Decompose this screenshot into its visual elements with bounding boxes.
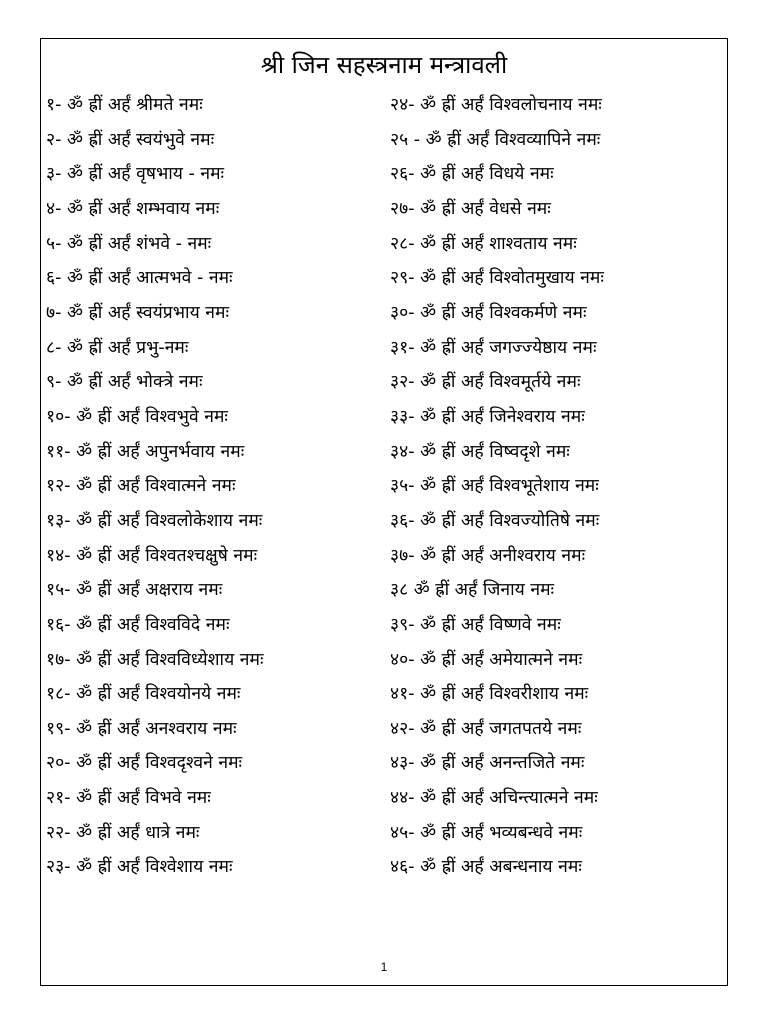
mantra-item: २५ - ॐ ह्रीं अर्हं विश्वव्यापिने नमः: [390, 129, 601, 150]
mantra-item: १५- ॐ ह्रीं अर्हं अक्षराय नमः: [46, 580, 223, 601]
mantra-item: ३४- ॐ ह्रीं अर्हं विष्वदृशे नमः: [390, 441, 570, 462]
mantra-item: ३३- ॐ ह्रीं अर्हं जिनेश्वराय नमः: [390, 406, 585, 427]
mantra-item: २९- ॐ ह्रीं अर्हं विश्वोतमुखाय नमः: [390, 268, 604, 289]
page-number: 1: [380, 960, 388, 974]
mantra-item: ४- ॐ ह्रीं अर्हं शम्भवाय नमः: [46, 198, 220, 219]
mantra-item: १०- ॐ ह्रीं अर्हं विश्वभुवे नमः: [46, 406, 228, 427]
mantra-item: २१- ॐ ह्रीं अर्हं विभवे नमः: [46, 788, 211, 809]
page-title: श्री जिन सहस्त्रनाम मन्त्रावली: [260, 51, 508, 79]
mantra-item: १- ॐ ह्रीं अर्हं श्रीमते नमः: [46, 95, 203, 115]
mantra-item: ४०- ॐ ह्रीं अर्हं अमेयात्मने नमः: [390, 649, 583, 670]
mantra-item: ३२- ॐ ह्रीं अर्हं विश्वमूर्तये नमः: [390, 372, 581, 393]
mantra-item: २०- ॐ ह्रीं अर्हं विश्वदृश्वने नमः: [46, 753, 243, 774]
mantra-item: १७- ॐ ह्रीं अर्हं विश्वविध्येशाय नमः: [46, 649, 264, 670]
mantra-item: २२- ॐ ह्रीं अर्हं धात्रे नमः: [46, 822, 200, 843]
mantra-item: १९- ॐ ह्रीं अर्हं अनश्वराय नमः: [46, 718, 237, 739]
mantra-item: ६- ॐ ह्रीं अर्हं आत्मभवे - नमः: [46, 268, 233, 289]
mantra-item: ४५- ॐ ह्रीं अर्हं भव्यबन्धवे नमः: [390, 822, 583, 843]
mantra-item: २४- ॐ ह्रीं अर्हं विश्वलोचनाय नमः: [390, 95, 602, 115]
mantra-item: ३०- ॐ ह्रीं अर्हं विश्वकर्मणे नमः: [390, 302, 587, 323]
mantra-item: १६- ॐ ह्रीं अर्हं विश्वविदे नमः: [46, 614, 230, 635]
mantra-item: २८- ॐ ह्रीं अर्हं शाश्वताय नमः: [390, 233, 577, 254]
mantra-item: ५- ॐ ह्रीं अर्हं शंभवे - नमः: [46, 233, 212, 254]
mantra-item: २- ॐ ह्रीं अर्हं स्वयंभुवे नमः: [46, 129, 215, 150]
mantra-item: १२- ॐ ह्रीं अर्हं विश्वात्मने नमः: [46, 476, 236, 497]
mantra-item: २३- ॐ ह्रीं अर्हं विश्वेशाय नमः: [46, 857, 233, 878]
mantra-item: ७- ॐ ह्रीं अर्हं स्वयंप्रभाय नमः: [46, 302, 230, 323]
mantra-item: ३९- ॐ ह्रीं अर्हं विष्णवे नमः: [390, 614, 561, 635]
mantra-list-left: [46, 88, 376, 885]
mantra-item: ३१- ॐ ह्रीं अर्हं जगज्ज्येष्ठाय नमः: [390, 337, 597, 358]
mantra-item: ४६- ॐ ह्रीं अर्हं अबन्धनाय नमः: [390, 857, 582, 878]
mantra-item: ४३- ॐ ह्रीं अर्हं अनन्तजिते नमः: [390, 753, 585, 774]
mantra-item: २७- ॐ ह्रीं अर्हं वेधसे नमः: [390, 198, 551, 219]
mantra-item: १८- ॐ ह्रीं अर्हं विश्वयोनये नमः: [46, 684, 241, 705]
mantra-list-right: [390, 88, 722, 885]
mantra-item: ४१- ॐ ह्रीं अर्हं विश्वरीशाय नमः: [390, 684, 589, 705]
mantra-item: १३- ॐ ह्रीं अर्हं विश्वलोकेशाय नमः: [46, 510, 263, 531]
mantra-item: ९- ॐ ह्रीं अर्हं भोक्त्रे नमः: [46, 372, 203, 393]
mantra-item: ३८ ॐ ह्रीं अर्हं जिनाय नमः: [390, 580, 555, 601]
mantra-item: ४२- ॐ ह्रीं अर्हं जगतपतये नमः: [390, 718, 582, 739]
mantra-item: ११- ॐ ह्रीं अर्हं अपुनर्भवाय नमः: [46, 441, 245, 462]
mantra-item: ४४- ॐ ह्रीं अर्हं अचिन्त्यात्मने नमः: [390, 788, 598, 809]
mantra-item: ३- ॐ ह्रीं अर्हं वृषभाय - नमः: [46, 164, 225, 185]
mantra-item: १४- ॐ ह्रीं अर्हं विश्वतश्चक्षुषे नमः: [46, 545, 258, 566]
mantra-item: २६- ॐ ह्रीं अर्हं विधये नमः: [390, 164, 554, 185]
mantra-item: ३६- ॐ ह्रीं अर्हं विश्वज्योतिषे नमः: [390, 510, 600, 531]
mantra-item: ३५- ॐ ह्रीं अर्हं विश्वभूतेशाय नमः: [390, 476, 599, 497]
mantra-item: ८- ॐ ह्रीं अर्हं प्रभु-नमः: [46, 337, 189, 358]
mantra-item: ३७- ॐ ह्रीं अर्हं अनीश्वराय नमः: [390, 545, 586, 566]
